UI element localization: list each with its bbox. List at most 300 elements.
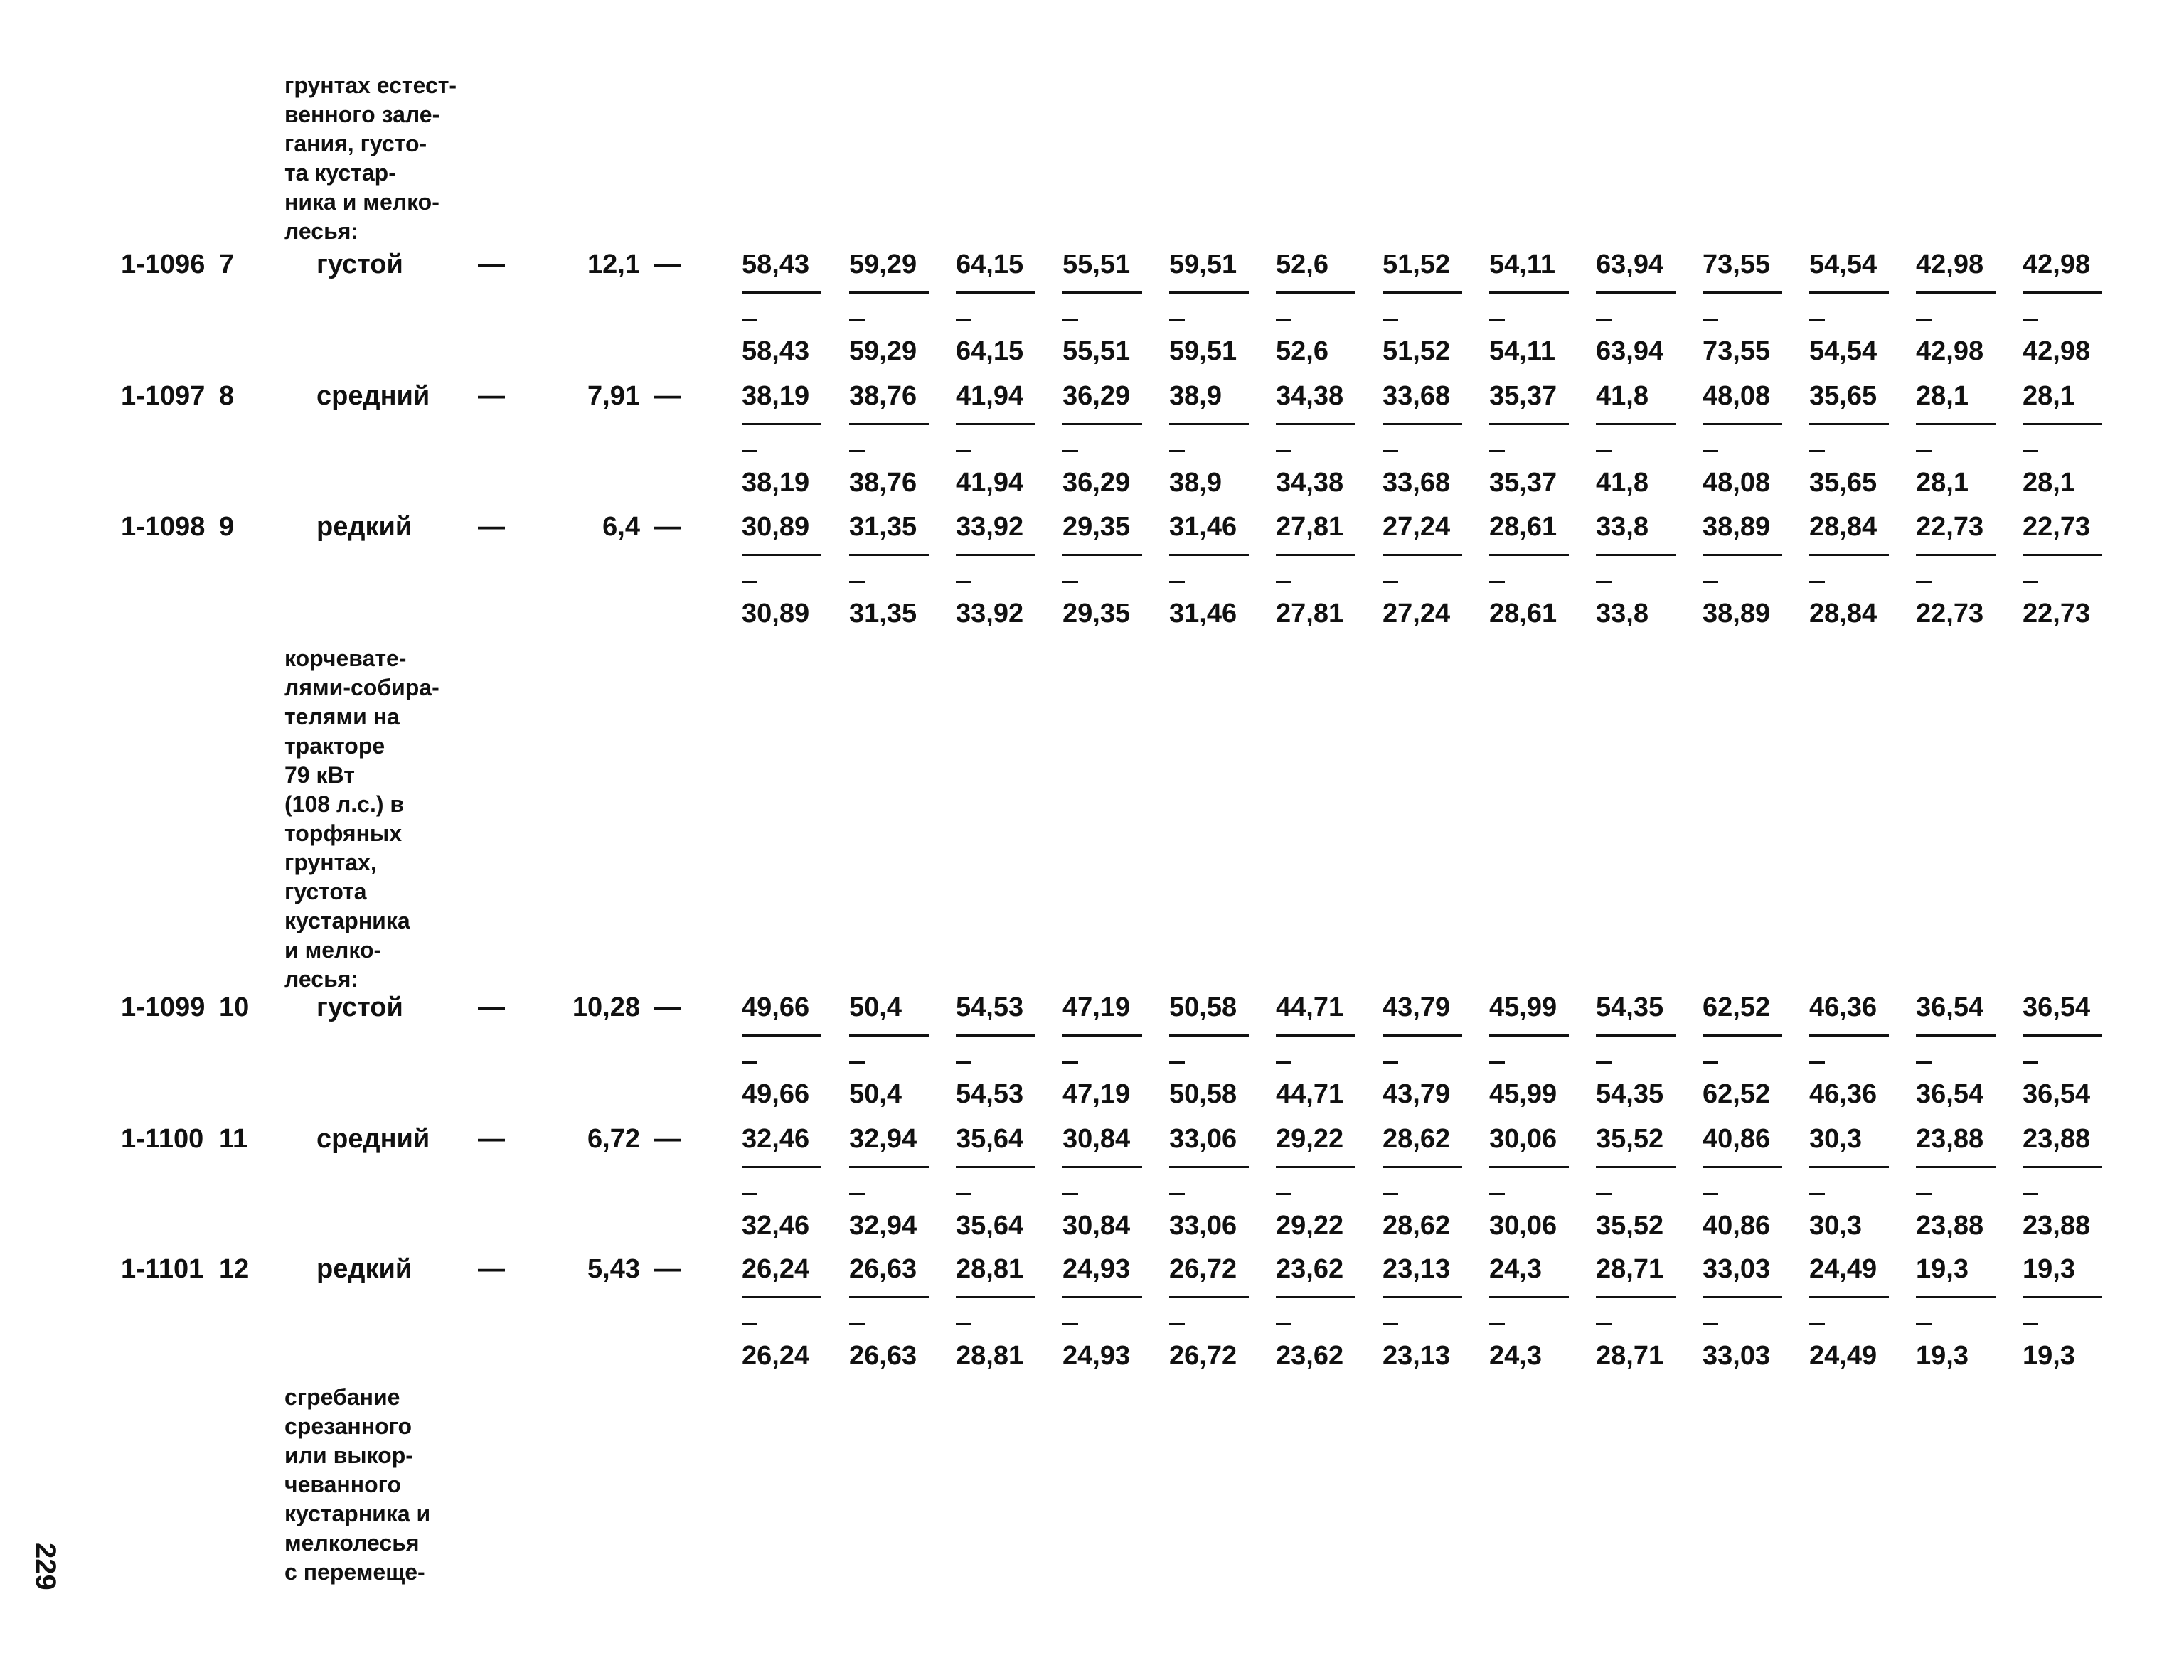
fraction-bar (1703, 423, 1782, 425)
fraction-numerator: 62,52 (1703, 993, 1771, 1022)
fraction-denominator: 42,98 (2023, 336, 2091, 366)
fraction-denominator: 23,62 (1276, 1341, 1344, 1371)
fraction-numerator: 31,46 (1169, 512, 1237, 542)
fraction-dash (1916, 319, 1932, 321)
row-dash: — (478, 512, 505, 542)
fraction-denominator: 58,43 (742, 336, 810, 366)
fraction-dash (2023, 1193, 2038, 1195)
fraction-bar (1489, 554, 1569, 556)
fraction-numerator: 40,86 (1703, 1124, 1771, 1154)
fraction-denominator: 24,3 (1489, 1341, 1542, 1371)
fraction-denominator: 33,06 (1169, 1211, 1237, 1241)
fraction-denominator: 38,9 (1169, 468, 1222, 498)
header-line: лесья: (284, 218, 359, 244)
fraction-numerator: 47,19 (1062, 993, 1131, 1022)
fraction-dash (2023, 1323, 2038, 1325)
fraction-numerator: 36,54 (1916, 993, 1984, 1022)
row-density: густой (316, 250, 403, 279)
fraction-numerator: 54,11 (1489, 250, 1555, 279)
fraction-dash (1596, 1193, 1612, 1195)
fraction-numerator: 33,92 (956, 512, 1024, 542)
fraction-numerator: 24,49 (1809, 1254, 1877, 1284)
fraction-numerator: 33,06 (1169, 1124, 1237, 1154)
fraction-denominator: 45,99 (1489, 1079, 1557, 1109)
fraction-denominator: 36,54 (2023, 1079, 2091, 1109)
row-code: 1-1100 (121, 1124, 204, 1154)
fraction-denominator: 35,65 (1809, 468, 1877, 498)
row-dash: — (654, 1254, 681, 1284)
row-density: редкий (316, 512, 412, 542)
fraction-bar (1383, 1034, 1462, 1037)
fraction-denominator: 63,94 (1596, 336, 1664, 366)
fraction-numerator: 50,58 (1169, 993, 1237, 1022)
fraction-numerator: 28,1 (1916, 381, 1969, 411)
fraction-numerator: 41,8 (1596, 381, 1648, 411)
fraction-dash (742, 581, 757, 583)
row-density: густой (316, 993, 403, 1022)
fraction-dash (849, 450, 865, 452)
fraction-denominator: 59,51 (1169, 336, 1237, 366)
fraction-bar (1383, 554, 1462, 556)
fraction-bar (956, 1034, 1035, 1037)
fraction-dash (1703, 450, 1718, 452)
fraction-denominator: 30,84 (1062, 1211, 1131, 1241)
fraction-numerator: 54,54 (1809, 250, 1877, 279)
row-dash: — (654, 512, 681, 542)
fraction-dash (2023, 450, 2038, 452)
fraction-dash (1276, 450, 1291, 452)
fraction-bar (742, 423, 821, 425)
fraction-dash (1062, 581, 1078, 583)
row-base-value: 6,72 (587, 1124, 640, 1154)
fraction-bar (2023, 1034, 2102, 1037)
fraction-bar (1276, 1296, 1355, 1298)
row-base-value: 5,43 (587, 1254, 640, 1284)
fraction-denominator: 43,79 (1383, 1079, 1451, 1109)
header-line: грунтах естест- (284, 73, 457, 98)
fraction-denominator: 22,73 (1916, 599, 1984, 628)
fraction-bar (1809, 554, 1889, 556)
fraction-dash (849, 1323, 865, 1325)
section-header-natural-soil (284, 71, 457, 246)
header-line: густота (284, 879, 367, 904)
fraction-dash (1809, 1323, 1825, 1325)
fraction-dash (1489, 1061, 1505, 1064)
fraction-bar (1276, 423, 1355, 425)
fraction-dash (742, 450, 757, 452)
fraction-denominator: 19,3 (1916, 1341, 1969, 1371)
fraction-denominator: 27,24 (1383, 599, 1451, 628)
fraction-dash (1916, 1193, 1932, 1195)
fraction-dash (1383, 450, 1398, 452)
fraction-denominator: 49,66 (742, 1079, 810, 1109)
fraction-numerator: 44,71 (1276, 993, 1344, 1022)
fraction-numerator: 23,62 (1276, 1254, 1344, 1284)
row-base-value: 7,91 (587, 381, 640, 411)
header-line: срезанного (284, 1413, 412, 1439)
fraction-numerator: 32,46 (742, 1124, 810, 1154)
fraction-dash (1169, 1193, 1185, 1195)
fraction-dash (956, 1061, 971, 1064)
fraction-numerator: 31,35 (849, 512, 917, 542)
section-header-rootpullers (284, 644, 440, 994)
fraction-bar (1489, 1166, 1569, 1168)
fraction-numerator: 59,51 (1169, 250, 1237, 279)
fraction-denominator: 30,3 (1809, 1211, 1862, 1241)
row-code: 1-1099 (121, 993, 206, 1022)
fraction-dash (1809, 1193, 1825, 1195)
fraction-dash (1276, 1193, 1291, 1195)
fraction-bar (1062, 554, 1142, 556)
fraction-numerator: 36,29 (1062, 381, 1131, 411)
fraction-numerator: 23,88 (2023, 1124, 2091, 1154)
fraction-numerator: 50,4 (849, 993, 902, 1022)
fraction-dash (1169, 1323, 1185, 1325)
fraction-bar (1809, 423, 1889, 425)
fraction-bar (956, 423, 1035, 425)
header-line: кустарника и (284, 1501, 431, 1526)
row-base-value: 6,4 (602, 512, 640, 542)
fraction-denominator: 33,92 (956, 599, 1024, 628)
row-density: средний (316, 381, 430, 411)
fraction-bar (2023, 1166, 2102, 1168)
fraction-dash (1383, 1061, 1398, 1064)
fraction-dash (1916, 1323, 1932, 1325)
fraction-denominator: 64,15 (956, 336, 1024, 366)
fraction-numerator: 51,52 (1383, 250, 1451, 279)
fraction-denominator: 54,11 (1489, 336, 1555, 366)
fraction-numerator: 46,36 (1809, 993, 1877, 1022)
fraction-dash (1062, 450, 1078, 452)
fraction-denominator: 38,76 (849, 468, 917, 498)
fraction-numerator: 58,43 (742, 250, 810, 279)
fraction-numerator: 54,35 (1596, 993, 1664, 1022)
fraction-denominator: 26,24 (742, 1341, 810, 1371)
fraction-dash (1703, 581, 1718, 583)
fraction-denominator: 23,13 (1383, 1341, 1451, 1371)
row-dash: — (478, 1124, 505, 1154)
fraction-dash (1383, 581, 1398, 583)
fraction-denominator: 32,46 (742, 1211, 810, 1241)
row-base-value: 10,28 (572, 993, 640, 1022)
fraction-numerator: 64,15 (956, 250, 1024, 279)
fraction-numerator: 22,73 (1916, 512, 1984, 542)
fraction-denominator: 41,8 (1596, 468, 1648, 498)
header-line: мелколесья (284, 1530, 420, 1556)
fraction-bar (1916, 423, 1996, 425)
row-number: 7 (219, 250, 235, 279)
fraction-numerator: 27,24 (1383, 512, 1451, 542)
header-line: чеванного (284, 1472, 402, 1497)
fraction-denominator: 19,3 (2023, 1341, 2075, 1371)
fraction-bar (742, 291, 821, 294)
fraction-numerator: 33,68 (1383, 381, 1451, 411)
fraction-denominator: 50,58 (1169, 1079, 1237, 1109)
fraction-bar (1062, 1166, 1142, 1168)
fraction-dash (742, 1193, 757, 1195)
fraction-numerator: 28,1 (2023, 381, 2075, 411)
fraction-bar (1809, 1296, 1889, 1298)
header-line: или выкор- (284, 1443, 413, 1468)
header-line: кустарника (284, 908, 410, 933)
fraction-dash (956, 1323, 971, 1325)
fraction-dash (1276, 581, 1291, 583)
fraction-dash (1383, 1323, 1398, 1325)
fraction-bar (956, 1166, 1035, 1168)
fraction-numerator: 38,9 (1169, 381, 1222, 411)
fraction-dash (1596, 319, 1612, 321)
fraction-bar (1809, 1166, 1889, 1168)
header-line: и мелко- (284, 937, 382, 963)
row-number: 9 (219, 512, 235, 542)
fraction-dash (1276, 1323, 1291, 1325)
fraction-denominator: 33,03 (1703, 1341, 1771, 1371)
fraction-denominator: 29,22 (1276, 1211, 1344, 1241)
fraction-bar (1383, 291, 1462, 294)
fraction-dash (2023, 1061, 2038, 1064)
row-dash: — (478, 250, 505, 279)
fraction-bar (1489, 1296, 1569, 1298)
fraction-bar (1062, 291, 1142, 294)
fraction-denominator: 47,19 (1062, 1079, 1131, 1109)
fraction-denominator: 33,68 (1383, 468, 1451, 498)
fraction-denominator: 73,55 (1703, 336, 1771, 366)
fraction-numerator: 29,22 (1276, 1124, 1344, 1154)
fraction-bar (1276, 1166, 1355, 1168)
row-dash: — (478, 993, 505, 1022)
fraction-dash (1596, 581, 1612, 583)
fraction-denominator: 46,36 (1809, 1079, 1877, 1109)
fraction-numerator: 73,55 (1703, 250, 1771, 279)
fraction-numerator: 34,38 (1276, 381, 1344, 411)
fraction-numerator: 28,81 (956, 1254, 1024, 1284)
fraction-denominator: 36,29 (1062, 468, 1131, 498)
header-line: лесья: (284, 966, 359, 992)
fraction-dash (1383, 319, 1398, 321)
fraction-dash (849, 1193, 865, 1195)
fraction-dash (742, 1323, 757, 1325)
fraction-bar (849, 554, 929, 556)
header-line: телями на (284, 704, 400, 729)
fraction-bar (742, 1166, 821, 1168)
fraction-bar (1169, 554, 1249, 556)
fraction-denominator: 33,8 (1596, 599, 1648, 628)
fraction-numerator: 36,54 (2023, 993, 2091, 1022)
fraction-numerator: 49,66 (742, 993, 810, 1022)
fraction-numerator: 54,53 (956, 993, 1024, 1022)
fraction-numerator: 55,51 (1062, 250, 1131, 279)
fraction-denominator: 54,54 (1809, 336, 1877, 366)
fraction-bar (2023, 1296, 2102, 1298)
fraction-dash (1809, 319, 1825, 321)
header-line: тракторе (284, 733, 385, 759)
fraction-numerator: 28,61 (1489, 512, 1557, 542)
fraction-bar (1703, 291, 1782, 294)
fraction-dash (1596, 450, 1612, 452)
fraction-numerator: 26,24 (742, 1254, 810, 1284)
fraction-numerator: 27,81 (1276, 512, 1344, 542)
row-dash: — (478, 381, 505, 411)
fraction-denominator: 27,81 (1276, 599, 1344, 628)
fraction-bar (849, 1166, 929, 1168)
fraction-bar (849, 291, 929, 294)
row-dash: — (654, 250, 681, 279)
fraction-dash (742, 319, 757, 321)
fraction-bar (956, 291, 1035, 294)
fraction-dash (1489, 450, 1505, 452)
fraction-numerator: 45,99 (1489, 993, 1557, 1022)
fraction-numerator: 35,37 (1489, 381, 1557, 411)
fraction-denominator: 38,89 (1703, 599, 1771, 628)
fraction-denominator: 50,4 (849, 1079, 902, 1109)
fraction-denominator: 28,1 (2023, 468, 2075, 498)
fraction-dash (1703, 1323, 1718, 1325)
fraction-dash (1062, 1193, 1078, 1195)
fraction-numerator: 28,62 (1383, 1124, 1451, 1154)
fraction-numerator: 63,94 (1596, 250, 1664, 279)
fraction-bar (1916, 1166, 1996, 1168)
fraction-denominator: 28,71 (1596, 1341, 1664, 1371)
fraction-denominator: 54,53 (956, 1079, 1024, 1109)
fraction-denominator: 34,38 (1276, 468, 1344, 498)
fraction-denominator: 38,19 (742, 468, 810, 498)
fraction-bar (1489, 1034, 1569, 1037)
fraction-numerator: 30,3 (1809, 1124, 1862, 1154)
fraction-numerator: 24,3 (1489, 1254, 1542, 1284)
fraction-numerator: 29,35 (1062, 512, 1131, 542)
fraction-bar (1169, 1296, 1249, 1298)
fraction-bar (1916, 1296, 1996, 1298)
fraction-dash (2023, 319, 2038, 321)
fraction-bar (1703, 1166, 1782, 1168)
fraction-denominator: 48,08 (1703, 468, 1771, 498)
fraction-denominator: 28,1 (1916, 468, 1969, 498)
row-density: редкий (316, 1254, 412, 1284)
row-code: 1-1097 (121, 381, 206, 411)
fraction-dash (1916, 450, 1932, 452)
fraction-numerator: 19,3 (2023, 1254, 2075, 1284)
fraction-bar (2023, 554, 2102, 556)
header-line: торфяных (284, 820, 403, 846)
row-code: 1-1096 (121, 250, 206, 279)
fraction-bar (1916, 554, 1996, 556)
fraction-dash (956, 319, 971, 321)
fraction-bar (1062, 1034, 1142, 1037)
fraction-denominator: 32,94 (849, 1211, 917, 1241)
fraction-bar (1916, 291, 1996, 294)
page-number: 229 (30, 1543, 61, 1590)
fraction-bar (1596, 1166, 1676, 1168)
fraction-numerator: 59,29 (849, 250, 917, 279)
fraction-dash (2023, 581, 2038, 583)
fraction-denominator: 31,35 (849, 599, 917, 628)
section-header-raking (284, 1383, 430, 1587)
fraction-numerator: 24,93 (1062, 1254, 1131, 1284)
fraction-denominator: 30,89 (742, 599, 810, 628)
fraction-dash (1276, 319, 1291, 321)
fraction-numerator: 26,63 (849, 1254, 917, 1284)
header-line: венного зале- (284, 102, 440, 127)
row-density: средний (316, 1124, 430, 1154)
fraction-denominator: 23,88 (1916, 1211, 1984, 1241)
fraction-dash (1276, 1061, 1291, 1064)
row-dash: — (654, 381, 681, 411)
fraction-bar (1703, 1296, 1782, 1298)
fraction-numerator: 43,79 (1383, 993, 1451, 1022)
fraction-denominator: 28,62 (1383, 1211, 1451, 1241)
fraction-bar (1596, 423, 1676, 425)
fraction-denominator: 44,71 (1276, 1079, 1344, 1109)
row-number: 8 (219, 381, 235, 411)
fraction-bar (1703, 1034, 1782, 1037)
fraction-dash (742, 1061, 757, 1064)
fraction-bar (1809, 1034, 1889, 1037)
fraction-bar (1169, 423, 1249, 425)
fraction-denominator: 22,73 (2023, 599, 2091, 628)
fraction-numerator: 35,64 (956, 1124, 1024, 1154)
fraction-dash (1809, 450, 1825, 452)
fraction-numerator: 30,89 (742, 512, 810, 542)
fraction-denominator: 26,63 (849, 1341, 917, 1371)
row-dash: — (654, 993, 681, 1022)
fraction-numerator: 30,06 (1489, 1124, 1557, 1154)
fraction-bar (1596, 1034, 1676, 1037)
fraction-bar (1489, 291, 1569, 294)
fraction-numerator: 35,52 (1596, 1124, 1664, 1154)
fraction-denominator: 42,98 (1916, 336, 1984, 366)
fraction-dash (1169, 581, 1185, 583)
fraction-dash (849, 1061, 865, 1064)
fraction-dash (1169, 1061, 1185, 1064)
fraction-denominator: 30,06 (1489, 1211, 1557, 1241)
row-number: 10 (219, 993, 250, 1022)
fraction-denominator: 40,86 (1703, 1211, 1771, 1241)
fraction-numerator: 32,94 (849, 1124, 917, 1154)
header-line: гания, густо- (284, 131, 427, 156)
fraction-denominator: 31,46 (1169, 599, 1237, 628)
fraction-dash (1809, 1061, 1825, 1064)
fraction-numerator: 19,3 (1916, 1254, 1969, 1284)
fraction-bar (1596, 291, 1676, 294)
fraction-denominator: 35,37 (1489, 468, 1557, 498)
fraction-bar (1169, 291, 1249, 294)
row-number: 12 (219, 1254, 250, 1284)
fraction-numerator: 35,65 (1809, 381, 1877, 411)
row-code: 1-1101 (121, 1254, 204, 1284)
fraction-dash (1809, 581, 1825, 583)
fraction-numerator: 38,19 (742, 381, 810, 411)
header-line: с перемеще- (284, 1559, 425, 1585)
fraction-dash (1596, 1061, 1612, 1064)
row-number: 11 (219, 1124, 248, 1154)
fraction-dash (1489, 1193, 1505, 1195)
fraction-dash (1489, 1323, 1505, 1325)
fraction-denominator: 62,52 (1703, 1079, 1771, 1109)
fraction-numerator: 26,72 (1169, 1254, 1237, 1284)
header-line: грунтах, (284, 850, 377, 875)
fraction-numerator: 28,84 (1809, 512, 1877, 542)
fraction-denominator: 41,94 (956, 468, 1024, 498)
fraction-bar (1809, 291, 1889, 294)
fraction-numerator: 48,08 (1703, 381, 1771, 411)
fraction-bar (1489, 423, 1569, 425)
fraction-bar (956, 554, 1035, 556)
fraction-bar (956, 1296, 1035, 1298)
fraction-bar (849, 1296, 929, 1298)
fraction-dash (1489, 581, 1505, 583)
fraction-denominator: 28,61 (1489, 599, 1557, 628)
fraction-bar (2023, 291, 2102, 294)
